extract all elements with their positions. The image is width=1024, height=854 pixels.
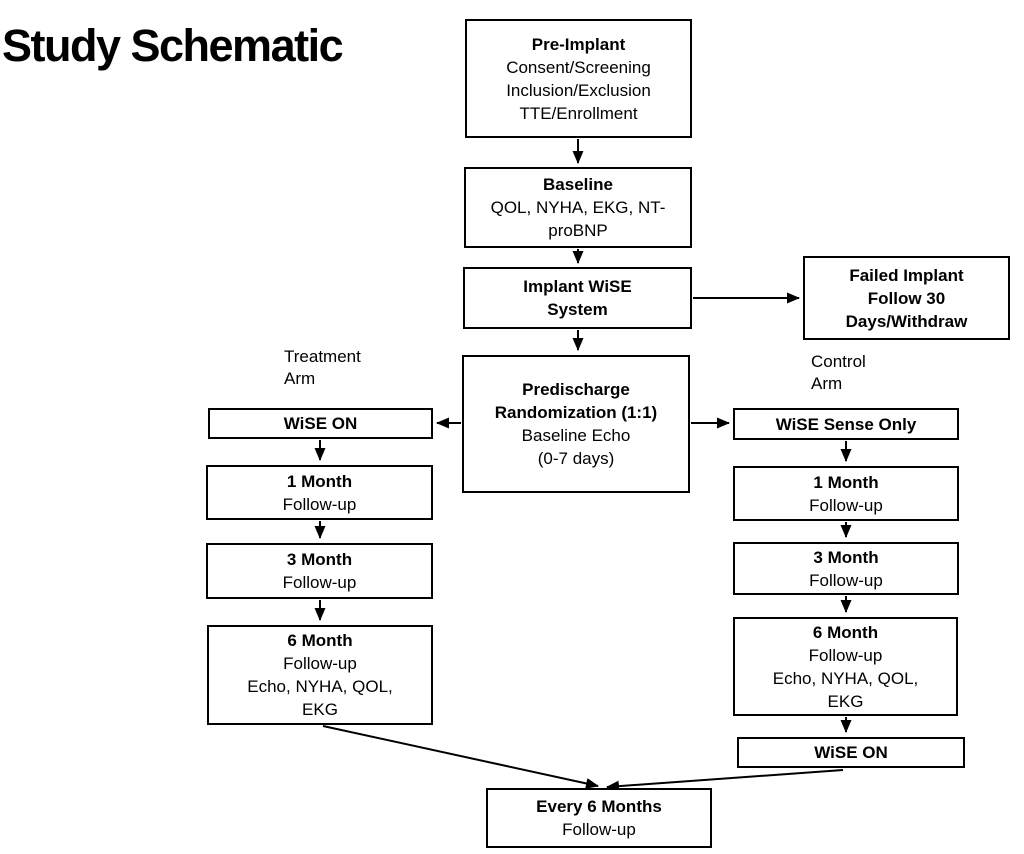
treatment-6-month-text-line: Follow-up: [283, 654, 357, 673]
control-wise-on-text-line: WiSE ON: [814, 743, 888, 762]
treatment-1-month-text-line: 1 Month: [286, 471, 353, 491]
treatment-arm-label-line: Treatment: [284, 347, 361, 366]
control-6-month-box: [733, 617, 958, 716]
control-wise-on-box: [737, 737, 965, 768]
implant-wise-system-text-line: System: [547, 300, 608, 319]
predischarge-randomization-box: [462, 355, 690, 493]
control-6-month-text-line: Follow-up: [808, 645, 883, 665]
control-1-month-text-line: Follow-up: [809, 495, 883, 515]
control-arm-label-line: Control: [811, 352, 866, 371]
treatment-6-month-box: [207, 625, 433, 725]
treatment-3-month-text-line: Follow-up: [282, 573, 357, 592]
control-1-month-text-line: 1 Month: [813, 472, 879, 492]
control-3-month-text-line: 3 Month: [813, 547, 879, 567]
treatment-1-month-text-line: Follow-up: [282, 494, 357, 514]
control-arm-label: [811, 351, 866, 395]
control-arm-label-line: Arm: [811, 374, 843, 393]
treatment-6-month-text-line: Echo, NYHA, QOL,: [247, 677, 393, 696]
failed-implant-text-line: Days/Withdraw: [845, 311, 968, 331]
control-6-month-text-line: EKG: [827, 691, 864, 711]
pre-implant-text-line: Inclusion/Exclusion: [506, 80, 651, 100]
pre-implant-text-line: Pre-Implant: [531, 34, 626, 54]
implant-wise-system-text-line: Implant WiSE: [523, 277, 632, 296]
control-3-month-text-line: Follow-up: [809, 570, 883, 590]
predischarge-randomization-text-line: (0-7 days): [537, 449, 615, 468]
treatment-6-month-text-line: EKG: [302, 700, 338, 719]
treatment-3-month-box: [206, 543, 433, 599]
predischarge-randomization-text-line: Randomization (1:1): [494, 403, 658, 422]
failed-implant-text-line: Follow 30: [867, 288, 946, 308]
failed-implant-box: [803, 256, 1010, 340]
implant-wise-system-box: [463, 267, 692, 329]
arrow-treatment-6-month-to-every-6-months: [323, 726, 598, 786]
treatment-wise-on-text-line: WiSE ON: [283, 414, 358, 433]
control-1-month-box: [733, 466, 959, 521]
treatment-1-month-box: [206, 465, 433, 520]
treatment-arm-label-line: Arm: [284, 369, 316, 388]
treatment-6-month-text-line: 6 Month: [287, 631, 353, 650]
every-6-months-text-line: Follow-up: [562, 820, 636, 839]
control-6-month-text-line: Echo, NYHA, QOL,: [772, 668, 919, 688]
arrow-control-wise-on-to-every-6-months: [607, 770, 843, 787]
control-6-month-text-line: 6 Month: [812, 622, 879, 642]
pre-implant-text-line: TTE/Enrollment: [519, 103, 638, 123]
page-title: Study Schematic: [2, 20, 343, 71]
control-wise-sense-only-text-line: WiSE Sense Only: [775, 414, 917, 434]
baseline-text-line: QOL, NYHA, EKG, NT-: [490, 198, 666, 217]
predischarge-randomization-text-line: Predischarge: [522, 380, 630, 399]
every-6-months-text-line: Every 6 Months: [536, 797, 662, 816]
failed-implant-text-line: Failed Implant: [849, 265, 964, 285]
control-3-month-box: [733, 542, 959, 595]
control-wise-sense-only-box: [733, 408, 959, 440]
treatment-wise-on-box: [208, 408, 433, 439]
baseline-box: [464, 167, 692, 248]
baseline-text-line: proBNP: [548, 221, 608, 240]
pre-implant-box: [465, 19, 692, 138]
every-6-months-box: [486, 788, 712, 848]
treatment-3-month-text-line: 3 Month: [286, 550, 353, 569]
treatment-arm-label: [284, 346, 361, 390]
pre-implant-text-line: Consent/Screening: [506, 57, 651, 77]
predischarge-randomization-text-line: Baseline Echo: [521, 426, 631, 445]
baseline-text-line: Baseline: [543, 175, 613, 194]
